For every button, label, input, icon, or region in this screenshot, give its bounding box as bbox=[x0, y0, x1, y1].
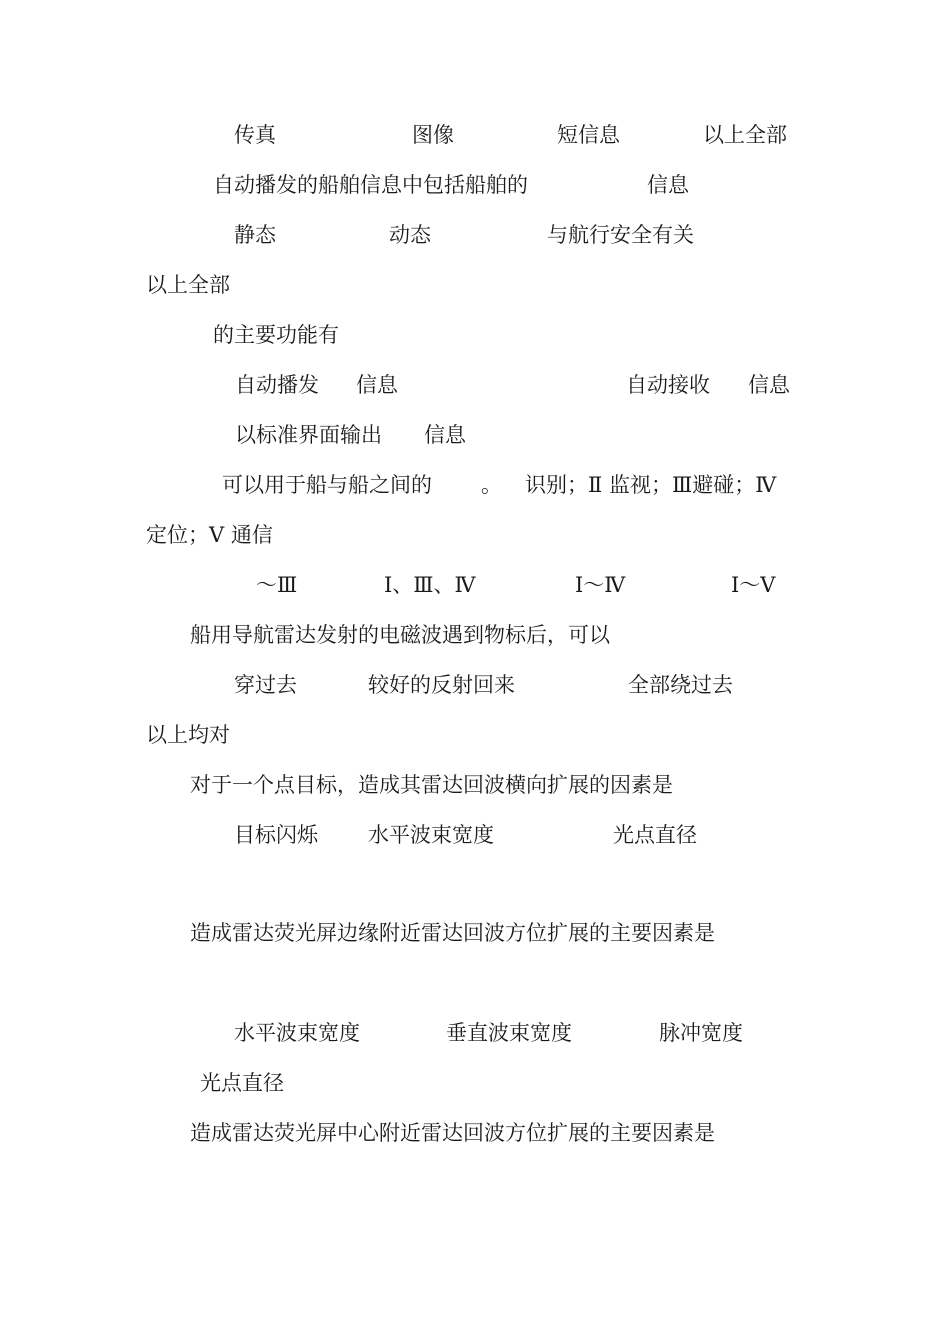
q-options-4-c: Ⅰ～Ⅳ bbox=[575, 573, 626, 597]
q-stem-4-d: 定位；Ⅴ 通信 bbox=[146, 523, 273, 547]
q-options-7-d: 光点直径 bbox=[200, 1071, 284, 1095]
q-options-6-c: 光点直径 bbox=[613, 823, 697, 847]
q-options-3-a1: 自动播发 bbox=[235, 373, 319, 397]
q-options-2-d: 以上全部 bbox=[146, 273, 230, 297]
q-options-4-d: Ⅰ～Ⅴ bbox=[731, 573, 776, 597]
q-stem-3: 的主要功能有 bbox=[213, 323, 339, 347]
q-options-5-b: 较好的反射回来 bbox=[368, 673, 515, 697]
q-options-2-c: 与航行安全有关 bbox=[547, 223, 694, 247]
q-options-4-a: ～Ⅲ bbox=[256, 573, 298, 597]
q-options-3-c1: 以标准界面输出 bbox=[235, 423, 382, 447]
q-options-3-a2: 信息 bbox=[356, 373, 398, 397]
q-stem-4-b: 。 bbox=[481, 473, 502, 497]
q-stem-4-c: 识别；Ⅱ 监视；Ⅲ避碰；Ⅳ bbox=[525, 473, 777, 497]
q-stem-2-b: 信息 bbox=[647, 173, 689, 197]
q-options-5-d: 以上均对 bbox=[146, 723, 230, 747]
q-options-3-b2: 信息 bbox=[748, 373, 790, 397]
q-stem-2-a: 自动播发的船舶信息中包括船舶的 bbox=[213, 173, 528, 197]
q-stem-6: 对于一个点目标，造成其雷达回波横向扩展的因素是 bbox=[190, 773, 673, 797]
q-options-1-a: 传真 bbox=[234, 123, 276, 147]
q-options-3-b1: 自动接收 bbox=[626, 373, 710, 397]
q-options-5-c: 全部绕过去 bbox=[628, 673, 733, 697]
q-options-1-d: 以上全部 bbox=[703, 123, 787, 147]
q-options-6-a: 目标闪烁 bbox=[234, 823, 318, 847]
q-options-7-c: 脉冲宽度 bbox=[659, 1021, 743, 1045]
q-options-1-b: 图像 bbox=[412, 123, 454, 147]
q-options-7-a: 水平波束宽度 bbox=[234, 1021, 360, 1045]
q-options-6-b: 水平波束宽度 bbox=[368, 823, 494, 847]
q-stem-4-a: 可以用于船与船之间的 bbox=[222, 473, 432, 497]
q-stem-5: 船用导航雷达发射的电磁波遇到物标后，可以 bbox=[190, 623, 610, 647]
q-stem-8: 造成雷达荧光屏中心附近雷达回波方位扩展的主要因素是 bbox=[190, 1121, 715, 1145]
q-options-3-c2: 信息 bbox=[424, 423, 466, 447]
q-options-7-b: 垂直波束宽度 bbox=[446, 1021, 572, 1045]
q-options-2-a: 静态 bbox=[234, 223, 276, 247]
q-options-4-b: Ⅰ、Ⅲ、Ⅳ bbox=[384, 573, 476, 597]
q-options-1-c: 短信息 bbox=[557, 123, 620, 147]
q-options-5-a: 穿过去 bbox=[234, 673, 297, 697]
q-options-2-b: 动态 bbox=[389, 223, 431, 247]
q-stem-7: 造成雷达荧光屏边缘附近雷达回波方位扩展的主要因素是 bbox=[190, 921, 715, 945]
